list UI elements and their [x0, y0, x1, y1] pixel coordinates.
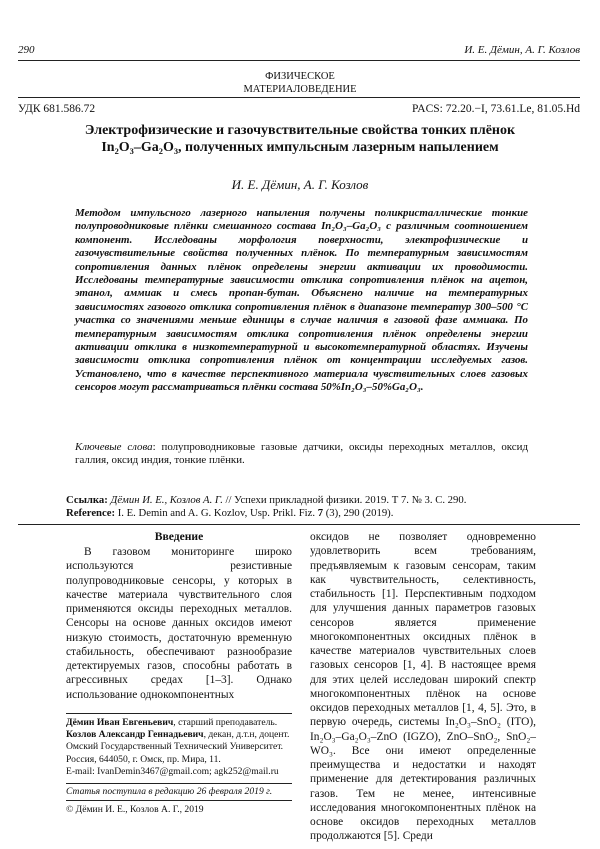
citation-en-label: Reference: — [66, 507, 116, 519]
pacs-code: PACS: 72.20.−I, 73.61.Le, 81.05.Hd — [411, 103, 580, 115]
footnote-author1-role: , старший преподаватель. — [173, 717, 278, 728]
copyright: © Дёмин И. Е., Козлов А. Г., 2019 — [66, 804, 204, 815]
citation-en — [66, 507, 536, 520]
received-rule — [66, 783, 292, 784]
intro-paragraph: В газовом мониторинге широко используются резистивные полупроводниковые сенсоры, у которых в качестве материала чувствительного слоя применяются оксиды переходных металлов. Сенсоры на основе данных оксидов имеют низкую стоимость, достаточную временную стабильность, обеспечивают разнообразие детектируемых газов, способны работать в агрессивных средах [1–3]. Однако использование однокомпонентных — [66, 546, 292, 701]
keywords-text: : полупроводниковые газовые датчики, оксиды переходных металлов, оксид галлия, оксид индия, тонкие плёнки. — [75, 441, 528, 467]
citation-ru-source: // Успехи прикладной физики. 2019. Т 7. № 3. С. 290. — [225, 494, 467, 506]
section-label-line2: МАТЕРИАЛОВЕДЕНИЕ — [243, 84, 357, 95]
intro-paragraph-continued: оксидов не позволяет одновременно удовлетворить всем требованиям, предъявляемым к газовым сенсорам, таким как чувствительность, селективность, стабильность [1]. Перспективным подходом для улучшения данных параметров газовых сенсоров является применение многокомпонентных оксидных плёнок в качестве материалов чувствительных слоев газовых сенсоров [1, 4]. В настоящее время для этих целей исследован широкий спектр многокомпонентных плёнок на основе оксидов переходных металлов [1, 4, 5]. Это, в первую очередь, системы In₂O₃–SnO₂ (ITO), In₂O₃–Ga₂O₃–ZnO (IGZO), ZnO–SnO₂, SnO₂–WO₃. Все они имеют определенные преимущества и недостатки и находят применение для детектирования различных газов. Тем не менее, интенсивные исследования многокомпонентных плёнок на основе оксидов переходных металлов продолжаются [5]. Среди — [310, 531, 536, 843]
citation-en-source: I. E. Demin and A. G. Kozlov, Usp. Prikl. Fiz. — [117, 507, 316, 519]
intro-heading: Введение — [154, 530, 204, 543]
body-rule — [18, 524, 580, 525]
citation-en-volume: 7 — [317, 507, 324, 519]
footnote-rule — [66, 713, 292, 714]
received-date: Статья поступила в редакцию 26 февраля 2019 г. — [66, 786, 273, 797]
author-footnote — [66, 717, 292, 778]
abstract: Методом импульсного лазерного напыления получены поликристаллические тонкие полупроводниковые плёнки смешанного состава In₂O₃–Ga₂O₃ с различным соотношением компонент. Исследованы морфология поверхности, электрофизические и газочувствительные свойства полученных плёнок. По температурным зависимостям сопротивления данных плёнок определены энергии активации их проводимости. Исследованы температурные зависимости отклика сопротивления плёнок на ацетон, этанол, аммиак и смесь пропан-бутан. Объяснено наличие на температурных зависимостях газового отклика сопротивления плёнок в диапазоне температур 300–500 °С участка со значениями меньше единицы в случае наличия в газовой фазе аммиака. По температурным зависимостям отклика сопротивления плёнок определены энергии активации отклика в низкотемпературной и высокотемпературной областях. Изучены зависимости отклика сопротивления плёнок от концентрации исследуемых газов. Установлено, что в качестве перспективного материала чувствительных слоев газовых сенсоров могут рассматриваться плёнки состава 50%In₂O₃–50%Ga₂O₃. — [75, 207, 528, 394]
article-title — [60, 122, 540, 156]
article-title-line2: In₂O₃–Ga₂O₃, полученных импульсным лазерным напылением — [101, 140, 499, 155]
footnote-author1-name: Дёмин Иван Евгеньевич — [66, 717, 174, 728]
footnote-email: E-mail: IvanDemin3467@gmail.com; agk252@mail.ru — [66, 765, 279, 777]
running-head: И. Е. Дёмин, А. Г. Козлов — [464, 44, 580, 56]
footnote-address: Россия, 644050, г. Омск, пр. Мира, 11. — [66, 753, 221, 765]
header-rule — [18, 60, 580, 61]
keywords-label: Ключевые слова — [75, 441, 153, 453]
section-rule — [18, 97, 580, 98]
copyright-rule — [66, 800, 292, 801]
section-label — [0, 70, 600, 96]
section-label-line1: ФИЗИЧЕСКОЕ — [265, 71, 335, 82]
footnote-organization: Омский Государственный Технический Университет. — [66, 741, 284, 753]
footnote-author2-name: Козлов Александр Геннадьевич — [66, 729, 204, 741]
footnote-author1 — [66, 717, 292, 729]
citation-ru-authors: Дёмин И. Е., Козлов А. Г. — [110, 494, 223, 506]
footnote-author2-role: , декан, д.т.н, доцент. — [203, 729, 290, 741]
citation-ru-label: Ссылка: — [66, 494, 108, 506]
keywords — [75, 441, 528, 468]
page-number: 290 — [18, 44, 35, 56]
citation-ru — [66, 494, 536, 507]
article-authors: И. Е. Дёмин, А. Г. Козлов — [231, 177, 369, 192]
left-column — [66, 545, 292, 702]
udc-code: УДК 681.586.72 — [18, 103, 96, 115]
citation-en-pages: (3), 290 (2019). — [325, 507, 394, 519]
right-column — [310, 530, 536, 844]
article-title-line1: Электрофизические и газочувствительные свойства тонких плёнок — [84, 123, 516, 138]
footnote-author2 — [66, 729, 292, 741]
